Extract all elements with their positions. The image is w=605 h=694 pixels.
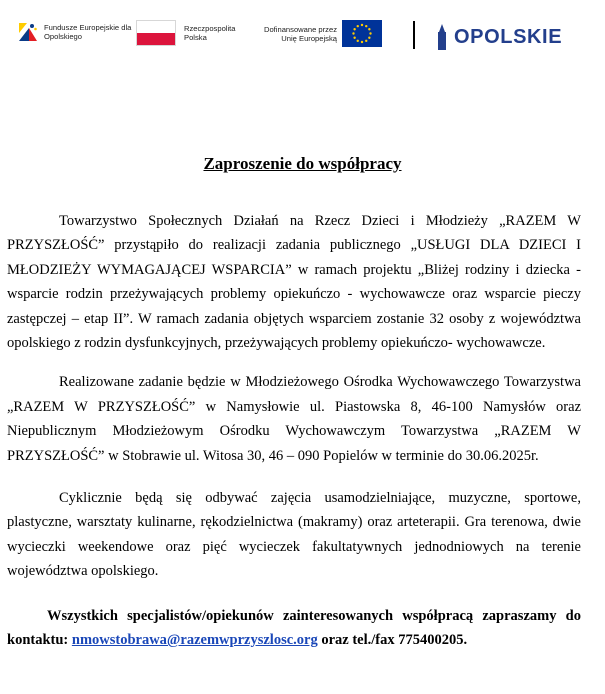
fe-logo-text: Fundusze Europejskie dla Opolskiego <box>44 23 132 41</box>
document-title: Zaproszenie do współpracy <box>203 154 402 173</box>
fundusze-europejskie-logo <box>16 20 144 44</box>
fe-emblem-icon <box>16 20 40 44</box>
email-link[interactable]: nmowstobrawa@razemwprzyszlosc.org <box>71 632 318 649</box>
logo-divider <box>413 21 415 49</box>
paragraph-activities: Cyklicznie będą się odbywać zajęcia usamodzielniające, muzyczne, sportowe, plastyczne, warsztaty kulinarne, rękodzielnictwa (makramy) oraz arteterapii. Gra terenowa, dwie wycieczki weekendowe oraz pięć wycieczek fakultatywnych jednodniowych na terenie województwa opolskiego. <box>7 490 581 580</box>
opolskie-logo <box>436 24 562 50</box>
phone-text: oraz tel./fax 775400205. <box>317 632 468 649</box>
paragraph-intro: Towarzystwo Społecznych Działań na Rzecz Dzieci i Młodzieży „RAZEM W PRZYSZŁOŚĆ” przystąpiło do realizacji zadania publicznego „USŁUGI DLA DZIECI I MŁODZIEŻY WYMAGAJĄCEJ WSPARCIA” w ramach projektu „Bliżej rodziny i dziecka - wsparcie rodzin przeżywających problemy opiekuńczo - wychowawcze oraz wsparcie pieczy zastępczej – etap II”. W ramach zadania objętych wsparciem zostanie 32 osoby z województwa opolskiego z rodzin dysfunkcyjnych, przeżywających problemy opiekuńczo- wychowawcze. <box>7 213 581 352</box>
document-body <box>7 209 581 653</box>
ue-logo-text: Dofinansowane przez Unię Europejską <box>263 24 337 43</box>
paragraph-contact <box>7 604 581 653</box>
paragraph-location: Realizowane zadanie będzie w Młodzieżowego Ośrodka Wychowawczego Towarzystwa „RAZEM W PRZYSZŁOŚĆ” w Namysłowie ul. Piastowska 8, 46-100 Namysłów oraz Niepublicznym Młodzieżowym Ośrodku Wychowawczym Towarzystwa „RAZEM W PRZYSZŁOŚĆ” w Stobrawie ul. Witosa 30, 46 – 090 Popielów w terminie do 30.06.2025r. <box>7 374 581 464</box>
rp-logo-text: Rzeczpospolita Polska <box>184 24 236 42</box>
rzeczpospolita-logo <box>136 20 254 46</box>
polish-flag-icon <box>136 20 176 46</box>
opolskie-logo-text: OPOLSKIE <box>454 25 563 48</box>
logo-bar <box>0 0 605 75</box>
eu-logo <box>255 20 382 47</box>
eu-flag-icon <box>342 20 382 47</box>
opolskie-tower-icon <box>436 24 448 50</box>
contact-text: Wszystkich specjalistów/opiekunów zainteresowanych współpracą zapraszamy do kontaktu: <box>7 607 581 649</box>
